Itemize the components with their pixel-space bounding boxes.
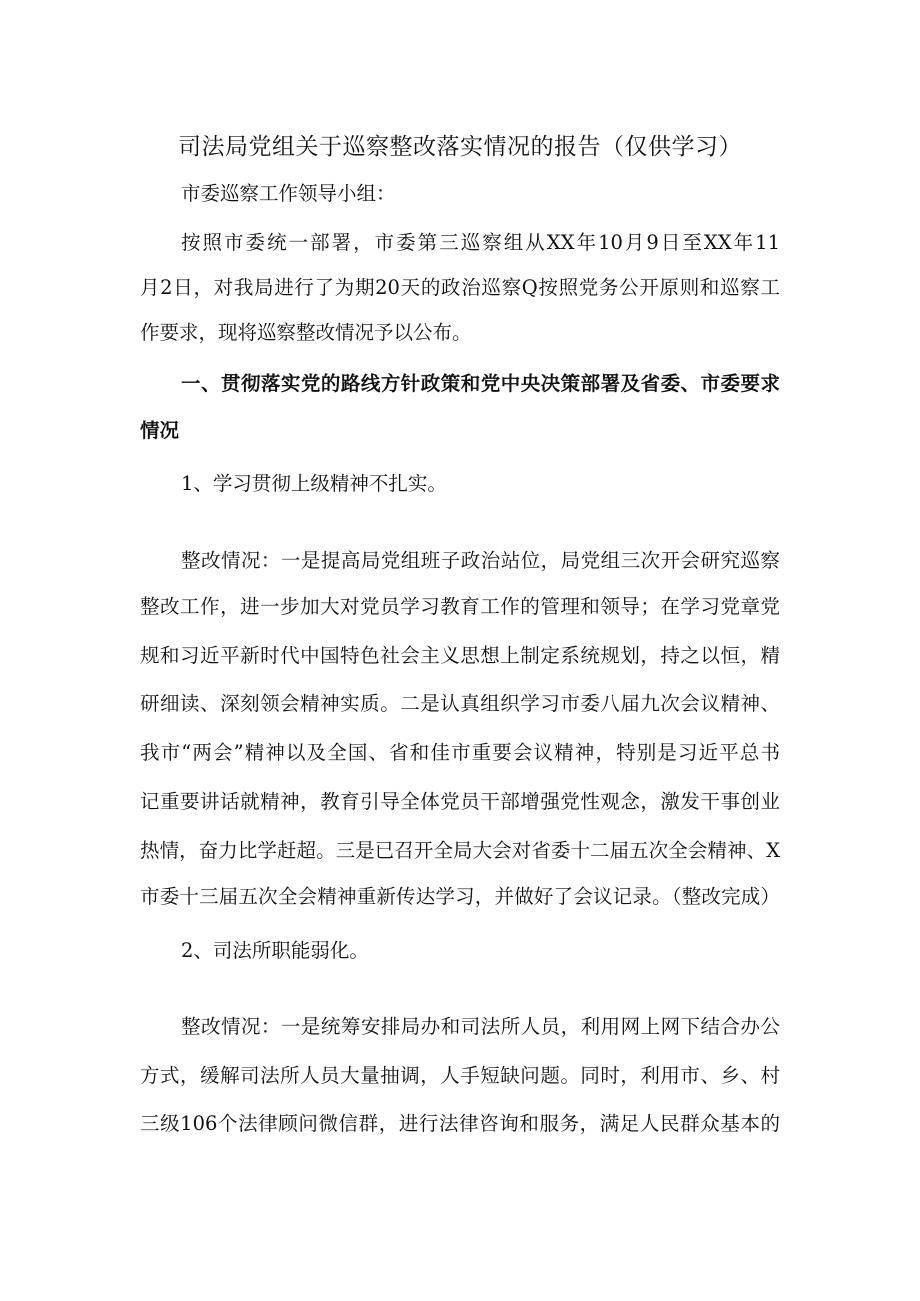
intro-line-3: 作要求，现将巡察整改情况予以公布。 — [140, 321, 472, 344]
intro-line-2: 月2日，对我局进行了为期20天的政治巡察Q按照党务公开原则和巡察工 — [140, 276, 780, 299]
item2-body-line-3: 三级106个法律顾问微信群，进行法律咨询和服务，满足人民群众基本的 — [140, 1112, 780, 1135]
item1-body-line-1: 整改情况：一是提高局党组班子政治站位，局党组三次开会研究巡察 — [181, 549, 780, 572]
item1-body-line-5: 我市“两会”精神以及全国、省和佳市重要会议精神，特别是习近平总书 — [140, 741, 780, 764]
item1-body-line-7: 热情，奋力比学赶超。三是已召开全局大会对省委十二届五次全会精神、X — [140, 839, 780, 862]
item2-body-line-1: 整改情况：一是统筹安排局办和司法所人员，利用网上网下结合办公 — [181, 1015, 780, 1038]
section1-heading-line-1: 一、贯彻落实党的路线方针政策和党中央决策部署及省委、市委要求 — [181, 372, 780, 395]
item1-body-line-3: 规和习近平新时代中国特色社会主义思想上制定系统规划，持之以恒，精 — [140, 644, 780, 667]
document-title: 司法局党组关于巡察整改落实情况的报告（仅供学习） — [178, 134, 742, 160]
section1-heading-line-2: 情况 — [140, 419, 180, 442]
item2-heading: 2、司法所职能弱化。 — [181, 939, 369, 962]
item2-body-line-2: 方式，缓解司法所人员大量抽调，人手短缺问题。同时，利用市、乡、村 — [140, 1064, 780, 1087]
item1-body-line-8: 市委十三届五次全会精神重新传达学习，并做好了会议记录。（整改完成） — [140, 885, 780, 908]
intro-line-1: 按照市委统一部署，市委第三巡察组从XX年10月9日至XX年11 — [181, 231, 780, 254]
item1-body-line-6: 记重要讲话就精神，教育引导全体党员干部增强党性观念，激发干事创业 — [140, 790, 780, 813]
item1-heading: 1、学习贯彻上级精神不扎实。 — [181, 472, 447, 495]
item1-body-line-2: 整改工作，进一步加大对党员学习教育工作的管理和领导；在学习党章党 — [140, 595, 780, 618]
salutation: 市委巡察工作领导小组： — [181, 182, 396, 205]
item1-body-line-4: 研细读、深刻领会精神实质。二是认真组织学习市委八届九次会议精神、 — [140, 692, 780, 715]
